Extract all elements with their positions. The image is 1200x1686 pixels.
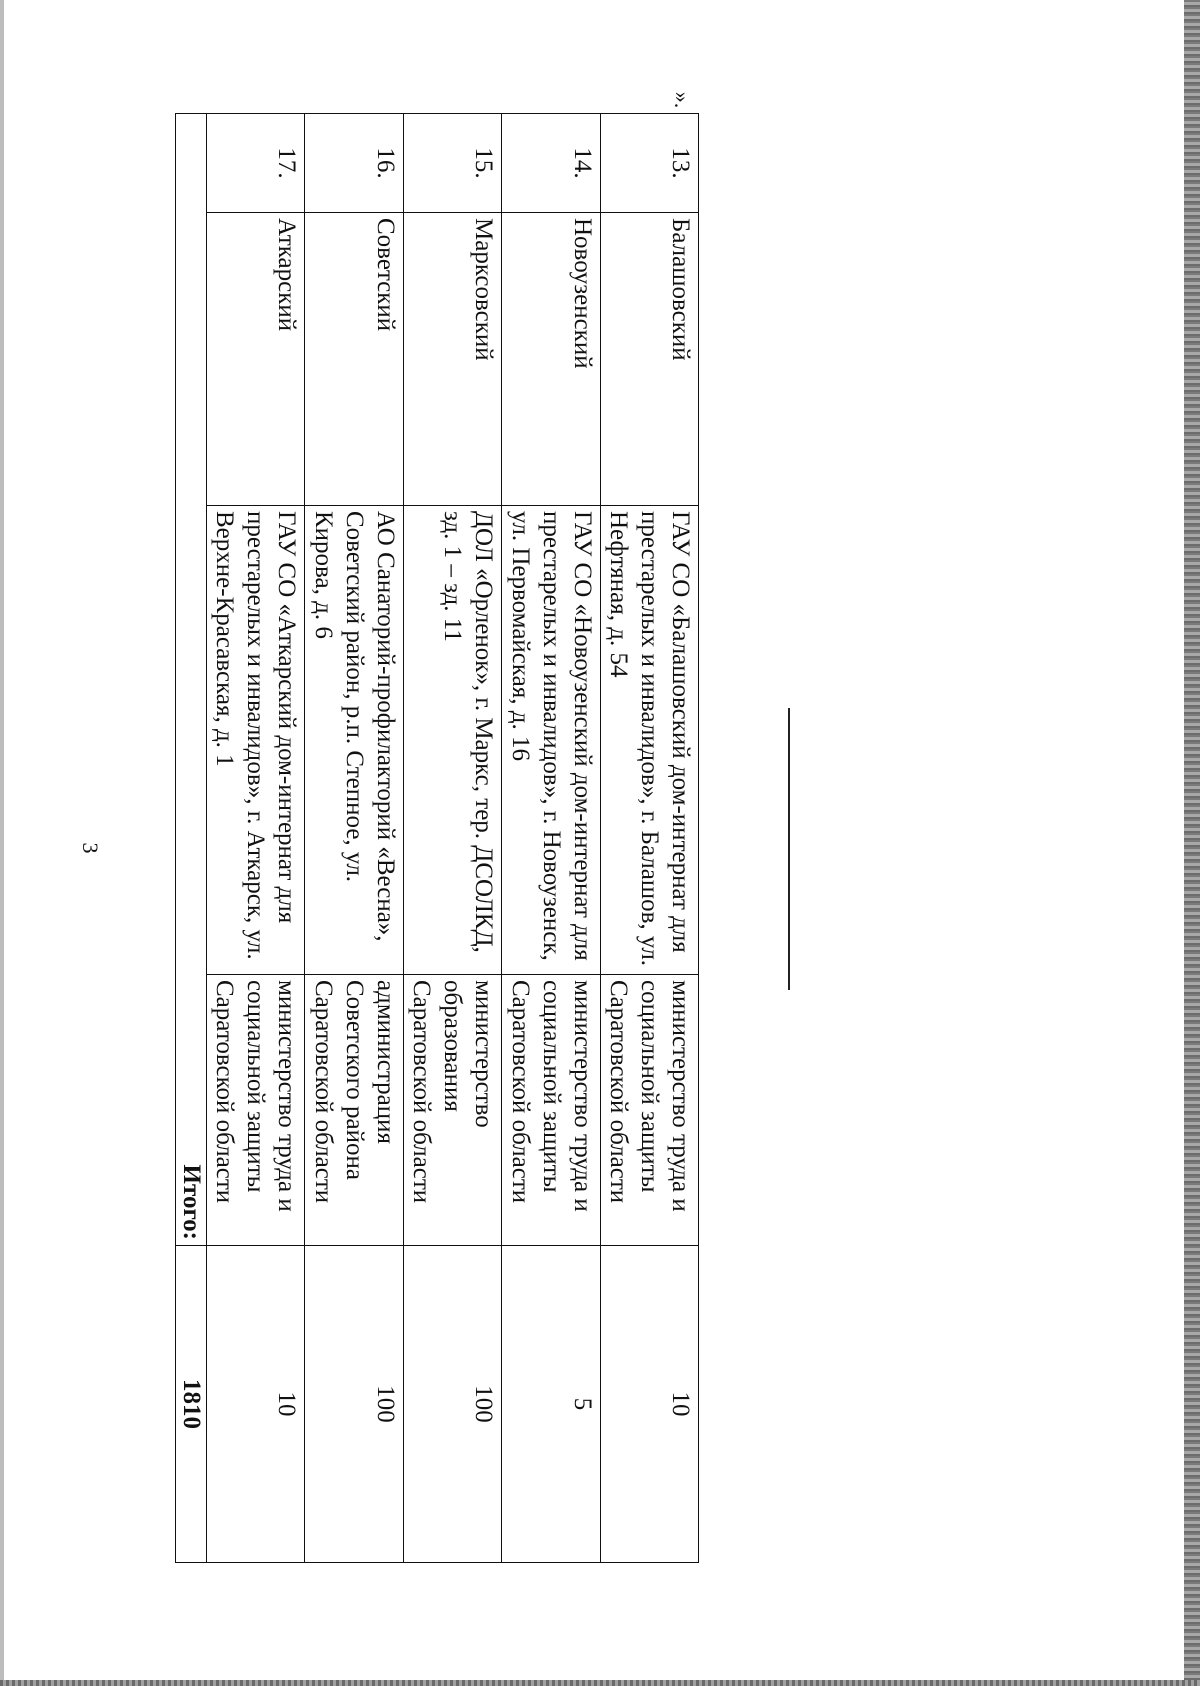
closing-quote-mark: ». bbox=[670, 91, 695, 109]
table-row bbox=[502, 114, 600, 1563]
total-label: Итого: bbox=[176, 114, 207, 1246]
count-cell: 5 bbox=[502, 1246, 600, 1563]
count-cell: 10 bbox=[207, 1246, 305, 1563]
facility-cell: ГАУ СО «Аткарский дом-интернат для престарелых и инвалидов», г. Аткарск, ул. Верхне-Красавская, д. 1 bbox=[207, 506, 305, 975]
organization-cell: министерство труда и социальной защиты Саратовской области bbox=[207, 975, 305, 1246]
organization-cell: министерство труда и социальной защиты Саратовской области bbox=[502, 975, 600, 1246]
district-cell: Советский bbox=[305, 213, 403, 506]
scan-edge-right bbox=[1184, 0, 1200, 1686]
table-row bbox=[207, 114, 305, 1563]
row-number: 15. bbox=[403, 114, 501, 213]
page-number: 3 bbox=[78, 842, 103, 854]
facility-cell: АО Санаторий-профилакторий «Весна», Советский район, р.п. Степное, ул. Кирова, д. 6 bbox=[305, 506, 403, 975]
row-number: 17. bbox=[207, 114, 305, 213]
allocation-table-container bbox=[175, 113, 699, 1563]
organization-cell: министерство образования Саратовской области bbox=[403, 975, 501, 1246]
organization-cell: администрация Советского района Саратовской области bbox=[305, 975, 403, 1246]
allocation-table bbox=[175, 113, 699, 1563]
count-cell: 100 bbox=[305, 1246, 403, 1563]
count-cell: 100 bbox=[403, 1246, 501, 1563]
district-cell: Марксовский bbox=[403, 213, 501, 506]
district-cell: Аткарский bbox=[207, 213, 305, 506]
total-value: 1810 bbox=[176, 1246, 207, 1563]
row-number: 13. bbox=[600, 114, 698, 213]
row-number: 16. bbox=[305, 114, 403, 213]
district-cell: Балашовский bbox=[600, 213, 698, 506]
table-row bbox=[600, 114, 698, 1563]
row-number: 14. bbox=[502, 114, 600, 213]
district-cell: Новоузенский bbox=[502, 213, 600, 506]
facility-cell: ГАУ СО «Балашовский дом-интернат для престарелых и инвалидов», г. Балашов, ул. Нефтяная, д. 54 bbox=[600, 506, 698, 975]
scan-edge-left bbox=[0, 0, 4, 1686]
facility-cell: ГАУ СО «Новоузенский дом-интернат для престарелых и инвалидов», г. Новоузенск, ул. Первомайская, д. 16 bbox=[502, 506, 600, 975]
table-row bbox=[403, 114, 501, 1563]
total-row bbox=[176, 114, 207, 1563]
scan-edge-bottom bbox=[0, 1680, 1200, 1686]
table-row bbox=[305, 114, 403, 1563]
organization-cell: министерство труда и социальной защиты Саратовской области bbox=[600, 975, 698, 1246]
end-of-document-rule bbox=[788, 708, 790, 990]
facility-cell: ДОЛ «Орленок», г. Маркс, тер. ДСОЛКД, зд. 1 – зд. 11 bbox=[403, 506, 501, 975]
count-cell: 10 bbox=[600, 1246, 698, 1563]
